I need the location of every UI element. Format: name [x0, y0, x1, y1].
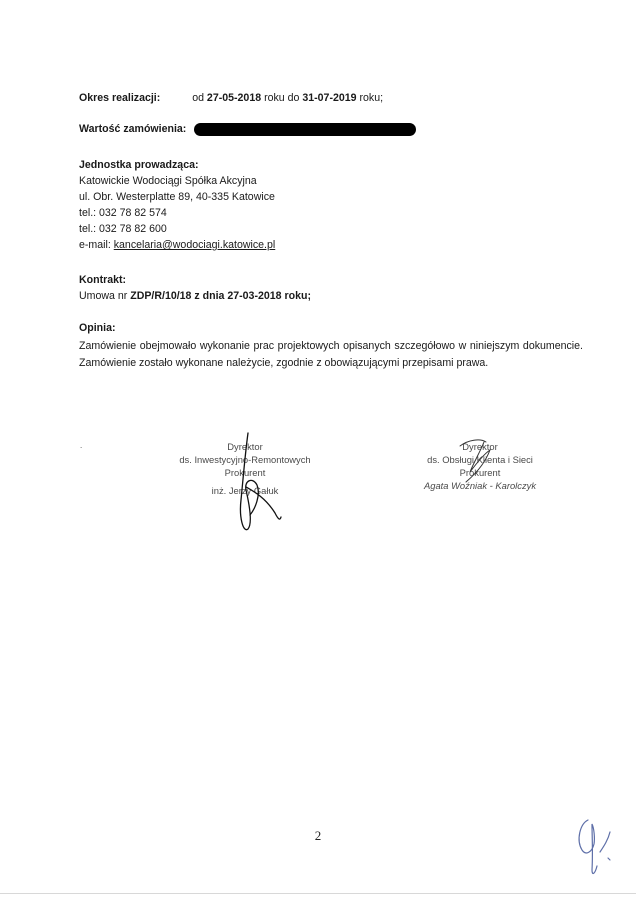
- email-label: e-mail:: [79, 239, 114, 251]
- stamp-right-title: Dyrektor: [462, 441, 498, 452]
- stray-dot: .: [80, 441, 83, 450]
- realization-row: [79, 92, 383, 104]
- order-value-row: [79, 123, 186, 135]
- bottom-divider: [0, 893, 636, 894]
- unit-address: ul. Obr. Westerplatte 89, 40-335 Katowice: [79, 191, 275, 203]
- contract-prefix: Umowa nr: [79, 290, 131, 302]
- email-link[interactable]: kancelaria@wodociagi.katowice.pl: [113, 239, 276, 251]
- stamp-left-title: Dyrektor: [227, 441, 263, 452]
- realization-middle: roku do: [261, 92, 303, 104]
- realization-prefix: od: [192, 92, 207, 104]
- contract-label: Kontrakt:: [79, 274, 127, 286]
- signature-left: [215, 425, 295, 540]
- redaction-bar: [194, 123, 416, 136]
- stamp-right-department: ds. Obsługi Klienta i Sieci: [427, 454, 533, 465]
- signature-right: [440, 432, 520, 492]
- stamp-right-role: Prokurent: [459, 467, 501, 478]
- initials-mark: [572, 812, 622, 882]
- realization-label: Okres realizacji:: [79, 92, 161, 104]
- realization-end-date: 31-07-2019: [302, 92, 357, 104]
- contract-number: ZDP/R/10/18 z dnia 27-03-2018 roku;: [130, 290, 311, 302]
- stamp-right-person: Agata Woźniak - Karolczyk: [423, 480, 537, 491]
- opinion-label: Opinia:: [79, 322, 116, 334]
- unit-phone-1: tel.: 032 78 82 574: [79, 207, 167, 219]
- unit-phone-2: tel.: 032 78 82 600: [79, 223, 167, 235]
- page-number: 2: [314, 828, 322, 843]
- stamp-left-person: inż. Jerzy Gałuk: [211, 485, 279, 496]
- realization-start-date: 27-05-2018: [206, 92, 262, 104]
- unit-name: Katowickie Wodociągi Spółka Akcyjna: [79, 175, 257, 187]
- opinion-text: Zamówienie obejmowało wykonanie prac projektowych opisanych szczegółowo w niniejszym dokumencie. Zamówienie zostało wykonane należycie, zgodnie z obowiązującymi przepisami prawa.: [79, 340, 583, 369]
- contract-row: [79, 290, 311, 302]
- stamp-left-role: Prokurent: [224, 467, 266, 478]
- unit-email-row: [79, 239, 275, 251]
- unit-label: Jednostka prowadząca:: [79, 159, 199, 171]
- realization-suffix: roku;: [356, 92, 384, 104]
- stamp-left-department: ds. Inwestycyjno-Remontowych: [179, 454, 311, 465]
- order-value-label: Wartość zamówienia:: [79, 123, 187, 135]
